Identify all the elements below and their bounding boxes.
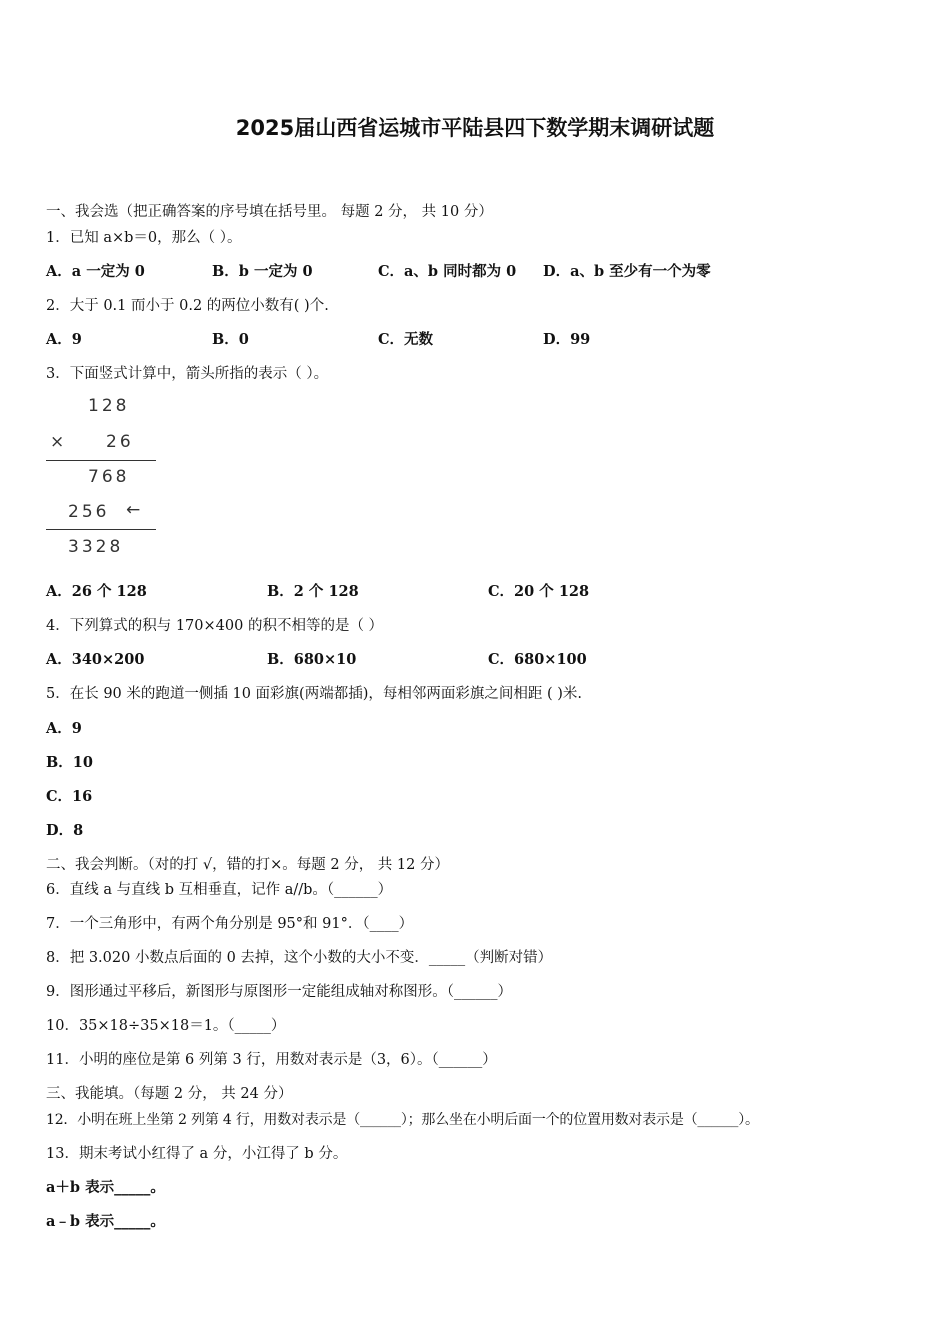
question-11: 11．小明的座位是第 6 列第 3 行，用数对表示是（3，6）。（______） <box>46 1052 497 1068</box>
question-5: 5．在长 90 米的跑道一侧插 10 面彩旗(两端都插)，每相邻两面彩旗之间相距 ( )米. <box>46 686 583 702</box>
q2-option-d: D．99 <box>543 331 591 348</box>
arrow-left-icon: ← <box>126 500 141 520</box>
q1-option-a: A．a 一定为 0 <box>46 263 145 280</box>
q5-option-a: A．9 <box>46 720 82 737</box>
section3-heading: 三、我能填。（每题 2 分， 共 24 分） <box>46 1086 293 1102</box>
vertical-multiplication <box>46 396 158 566</box>
question-4: 4．下列算式的积与 170×400 的积不相等的是（ ） <box>46 618 384 634</box>
calc-multiplicand: 128 <box>88 396 130 416</box>
section1-heading: 一、我会选（把正确答案的序号填在括号里。 每题 2 分， 共 10 分） <box>46 204 493 220</box>
question-2: 2．大于 0.1 而小于 0.2 的两位小数有( )个. <box>46 298 329 314</box>
section2-heading: 二、我会判断。（对的打 √，错的打×。每题 2 分， 共 12 分） <box>46 857 449 873</box>
calc-partial-2: 256 <box>68 502 110 522</box>
calc-rule-2 <box>46 529 156 530</box>
question-9: 9．图形通过平移后，新图形与原图形一定能组成轴对称图形。（______） <box>46 984 512 1000</box>
q1-option-d: D．a、b 至少有一个为零 <box>543 263 711 280</box>
q4-option-b: B．680×10 <box>267 651 357 668</box>
question-8: 8．把 3.020 小数点后面的 0 去掉，这个小数的大小不变．_____（判断对错） <box>46 950 553 966</box>
q4-option-c: C．680×100 <box>488 651 587 668</box>
q5-option-d: D．8 <box>46 822 84 839</box>
question-12: 12．小明在班上坐第 2 列第 4 行，用数对表示是（______）；那么坐在小明后面一个的位置用数对表示是（______）。 <box>46 1112 759 1128</box>
question-1: 1．已知 a×b＝0，那么（ ）。 <box>46 230 242 246</box>
calc-product: 3328 <box>68 537 124 557</box>
question-6: 6．直线 a 与直线 b 互相垂直，记作 a//b。（______） <box>46 882 393 898</box>
question-10: 10．35×18÷35×18＝1。（_____） <box>46 1018 286 1034</box>
q3-option-b: B．2 个 128 <box>267 583 359 600</box>
q2-option-b: B．0 <box>212 331 249 348</box>
question-13-part-sum: a＋b 表示_____。 <box>46 1179 165 1196</box>
calc-partial-1: 768 <box>88 467 130 487</box>
page-title: 2025届山西省运城市平陆县四下数学期末调研试题 <box>235 116 715 140</box>
calc-multiplier: 26 <box>106 432 134 452</box>
q2-option-a: A．9 <box>46 331 82 348</box>
q5-option-b: B．10 <box>46 754 93 771</box>
question-13-part-diff: a﹣b 表示_____。 <box>46 1213 165 1230</box>
q1-option-b: B．b 一定为 0 <box>212 263 313 280</box>
q5-option-c: C．16 <box>46 788 93 805</box>
q3-option-a: A．26 个 128 <box>46 583 147 600</box>
question-3: 3．下面竖式计算中，箭头所指的表示（ ）。 <box>46 366 329 382</box>
calc-rule-1 <box>46 460 156 461</box>
q4-option-a: A．340×200 <box>46 651 145 668</box>
question-7: 7．一个三角形中，有两个角分别是 95°和 91°．（____） <box>46 916 414 932</box>
calc-times-sign: × <box>50 432 68 452</box>
q2-option-c: C．无数 <box>378 331 434 348</box>
question-13: 13．期末考试小红得了 a 分，小江得了 b 分。 <box>46 1146 348 1162</box>
q1-option-c: C．a、b 同时都为 0 <box>378 263 517 280</box>
q3-option-c: C．20 个 128 <box>488 583 590 600</box>
